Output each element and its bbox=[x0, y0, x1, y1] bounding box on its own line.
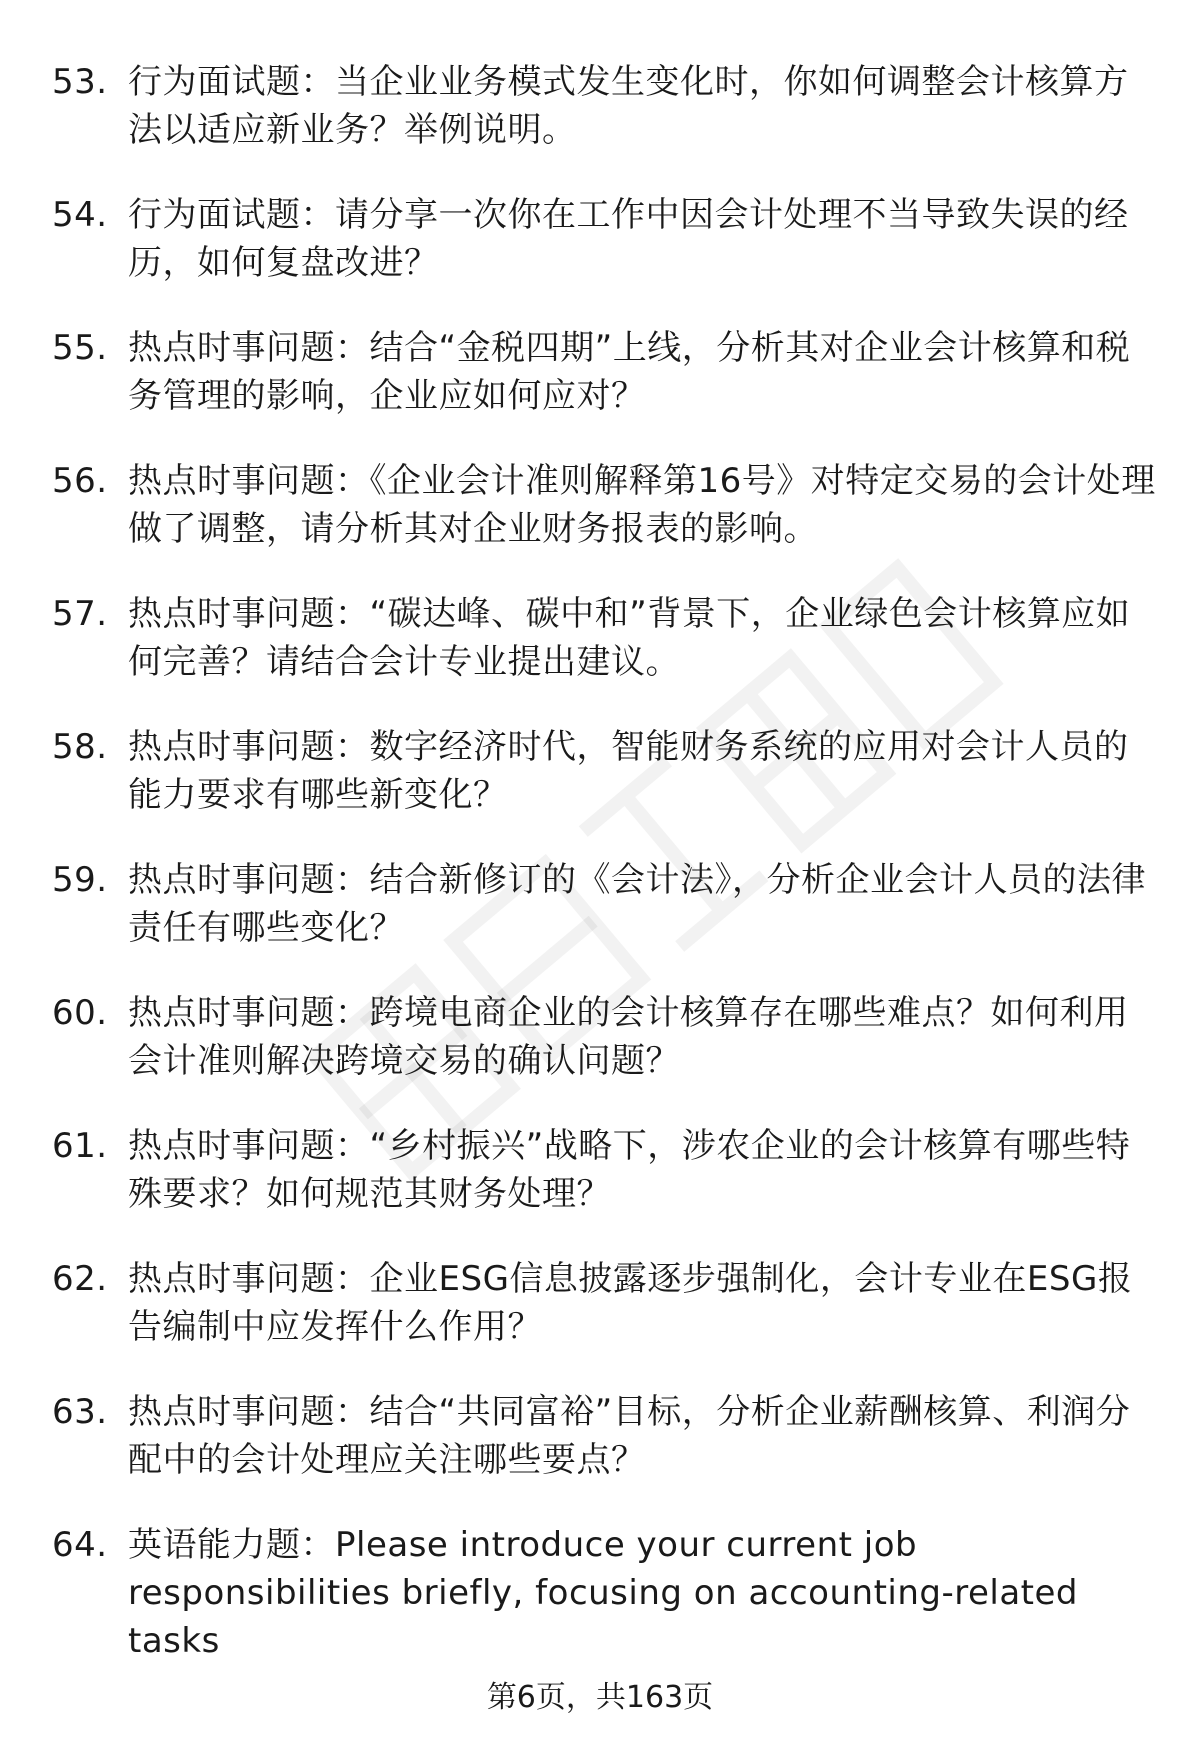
question-number: 57. bbox=[52, 594, 108, 634]
question-text: 行为面试题：当企业业务模式发生变化时，你如何调整会计核算方法以适应新业务？举例说明。 bbox=[128, 62, 1129, 150]
question-number: 59. bbox=[52, 860, 108, 900]
question-text: 英语能力题：Please introduce your current job responsibilities briefly, focusing on accounting-related tasks bbox=[128, 1525, 1079, 1661]
question-number: 61. bbox=[52, 1126, 108, 1166]
question-item bbox=[52, 590, 1162, 686]
question-item bbox=[52, 58, 1162, 154]
page-footer bbox=[0, 1678, 1200, 1718]
question-number: 58. bbox=[52, 727, 108, 767]
question-text: 热点时事问题：结合“共同富裕”目标，分析企业薪酬核算、利润分配中的会计处理应关注哪些要点？ bbox=[128, 1392, 1131, 1480]
question-text: 热点时事问题：“乡村振兴”战略下，涉农企业的会计核算有哪些特殊要求？如何规范其财务处理？ bbox=[128, 1126, 1131, 1214]
question-number: 60. bbox=[52, 993, 108, 1033]
question-number: 63. bbox=[52, 1392, 108, 1432]
question-text: 热点时事问题：跨境电商企业的会计核算存在哪些难点？如何利用会计准则解决跨境交易的确认问题？ bbox=[128, 993, 1129, 1081]
question-number: 54. bbox=[52, 195, 108, 235]
question-number: 62. bbox=[52, 1259, 108, 1299]
question-list bbox=[52, 58, 1162, 1702]
question-item bbox=[52, 989, 1162, 1085]
page-number-label: 第6页，共163页 bbox=[486, 1680, 714, 1715]
question-text: 热点时事问题：结合“金税四期”上线，分析其对企业会计核算和税务管理的影响，企业应如何应对？ bbox=[128, 328, 1131, 416]
question-item bbox=[52, 1521, 1162, 1665]
question-number: 56. bbox=[52, 461, 108, 501]
question-number: 55. bbox=[52, 328, 108, 368]
question-text: 热点时事问题：结合新修订的《会计法》，分析企业会计人员的法律责任有哪些变化？ bbox=[128, 860, 1146, 948]
question-item bbox=[52, 1388, 1162, 1484]
question-item bbox=[52, 457, 1162, 553]
question-text: 热点时事问题：企业ESG信息披露逐步强制化，会计专业在ESG报告编制中应发挥什么作用？ bbox=[128, 1259, 1133, 1347]
question-item bbox=[52, 856, 1162, 952]
question-text: 热点时事问题：《企业会计准则解释第16号》对特定交易的会计处理做了调整，请分析其对企业财务报表的影响。 bbox=[128, 461, 1156, 549]
question-number: 64. bbox=[52, 1525, 108, 1565]
question-text: 热点时事问题：数字经济时代，智能财务系统的应用对会计人员的能力要求有哪些新变化？ bbox=[128, 727, 1129, 815]
question-number: 53. bbox=[52, 62, 108, 102]
question-item bbox=[52, 1255, 1162, 1351]
question-item bbox=[52, 324, 1162, 420]
question-item bbox=[52, 191, 1162, 287]
question-item bbox=[52, 1122, 1162, 1218]
question-item bbox=[52, 723, 1162, 819]
question-text: 热点时事问题：“碳达峰、碳中和”背景下，企业绿色会计核算应如何完善？请结合会计专业提出建议。 bbox=[128, 594, 1131, 682]
question-text: 行为面试题：请分享一次你在工作中因会计处理不当导致失误的经历，如何复盘改进？ bbox=[128, 195, 1129, 283]
